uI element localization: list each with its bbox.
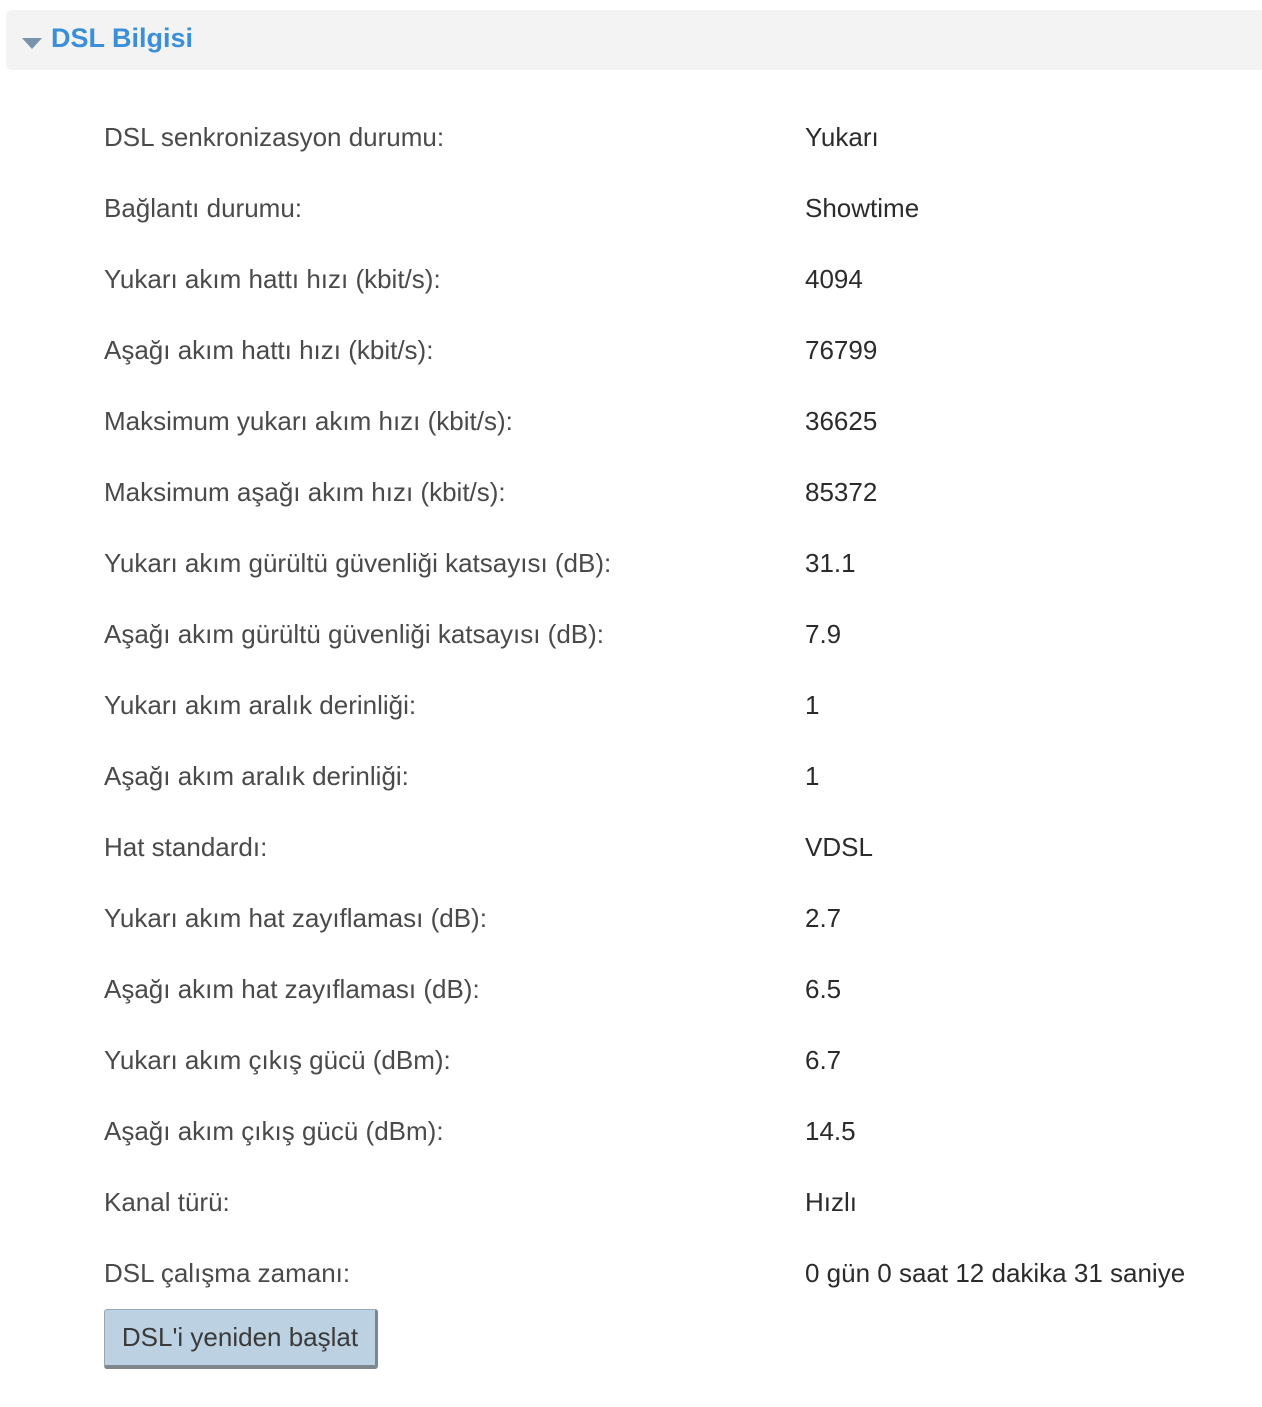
- info-row: [104, 527, 1254, 598]
- downstream-noise-margin-value: 7.9: [805, 619, 842, 649]
- line-standard-value: VDSL: [805, 832, 873, 862]
- panel-header[interactable]: [6, 10, 1262, 70]
- downstream-output-power-label: Aşağı akım çıkış gücü (dBm):: [104, 1116, 444, 1146]
- upstream-line-rate-label: Yukarı akım hattı hızı (kbit/s):: [104, 264, 441, 294]
- upstream-interleave-depth-value: 1: [805, 690, 820, 720]
- info-row: [104, 882, 1254, 953]
- info-row: [104, 598, 1254, 669]
- upstream-line-rate-value: 4094: [805, 264, 863, 294]
- downstream-interleave-depth-value: 1: [805, 761, 820, 791]
- upstream-interleave-depth-label: Yukarı akım aralık derinliği:: [104, 690, 417, 720]
- downstream-attenuation-label: Aşağı akım hat zayıflaması (dB):: [104, 974, 480, 1004]
- connection-status-value: Showtime: [805, 193, 920, 223]
- dsl-uptime-value: 0 gün 0 saat 12 dakika 31 saniye: [805, 1258, 1186, 1288]
- info-row: [104, 456, 1254, 527]
- channel-type-value: Hızlı: [805, 1187, 857, 1217]
- upstream-output-power-value: 6.7: [805, 1045, 842, 1075]
- upstream-noise-margin-value: 31.1: [805, 548, 856, 578]
- panel-title[interactable]: DSL Bilgisi: [51, 23, 194, 53]
- downstream-noise-margin-label: Aşağı akım gürültü güvenliği katsayısı (dB):: [104, 619, 605, 649]
- restart-dsl-button[interactable]: DSL'i yeniden başlat: [104, 1309, 378, 1369]
- info-row: [104, 1095, 1254, 1166]
- downstream-line-rate-label: Aşağı akım hattı hızı (kbit/s):: [104, 335, 434, 365]
- info-row: [104, 669, 1254, 740]
- info-row: [104, 1024, 1254, 1095]
- info-row: [104, 314, 1254, 385]
- info-row: [104, 172, 1254, 243]
- info-row: [104, 101, 1254, 172]
- max-downstream-rate-label: Maksimum aşağı akım hızı (kbit/s):: [104, 477, 506, 507]
- upstream-attenuation-label: Yukarı akım hat zayıflaması (dB):: [104, 903, 487, 933]
- info-row: [104, 953, 1254, 1024]
- dsl-info-table: [104, 101, 1254, 1308]
- upstream-attenuation-value: 2.7: [805, 903, 842, 933]
- info-row: [104, 811, 1254, 882]
- downstream-line-rate-value: 76799: [805, 335, 878, 365]
- triangle-down-icon[interactable]: [22, 38, 42, 49]
- max-upstream-rate-label: Maksimum yukarı akım hızı (kbit/s):: [104, 406, 513, 436]
- info-row: [104, 740, 1254, 811]
- channel-type-label: Kanal türü:: [104, 1187, 230, 1217]
- dsl-sync-status-label: DSL senkronizasyon durumu:: [104, 122, 445, 152]
- upstream-noise-margin-label: Yukarı akım gürültü güvenliği katsayısı (dB):: [104, 548, 612, 578]
- info-row: [104, 243, 1254, 314]
- downstream-output-power-value: 14.5: [805, 1116, 856, 1146]
- dsl-sync-status-value: Yukarı: [805, 122, 879, 152]
- downstream-attenuation-value: 6.5: [805, 974, 842, 1004]
- connection-status-label: Bağlantı durumu:: [104, 193, 303, 223]
- info-row: [104, 385, 1254, 456]
- downstream-interleave-depth-label: Aşağı akım aralık derinliği:: [104, 761, 409, 791]
- max-upstream-rate-value: 36625: [805, 406, 878, 436]
- info-row: [104, 1166, 1254, 1237]
- dsl-uptime-label: DSL çalışma zamanı:: [104, 1258, 351, 1288]
- info-row: [104, 1237, 1254, 1308]
- line-standard-label: Hat standardı:: [104, 832, 268, 862]
- max-downstream-rate-value: 85372: [805, 477, 878, 507]
- upstream-output-power-label: Yukarı akım çıkış gücü (dBm):: [104, 1045, 451, 1075]
